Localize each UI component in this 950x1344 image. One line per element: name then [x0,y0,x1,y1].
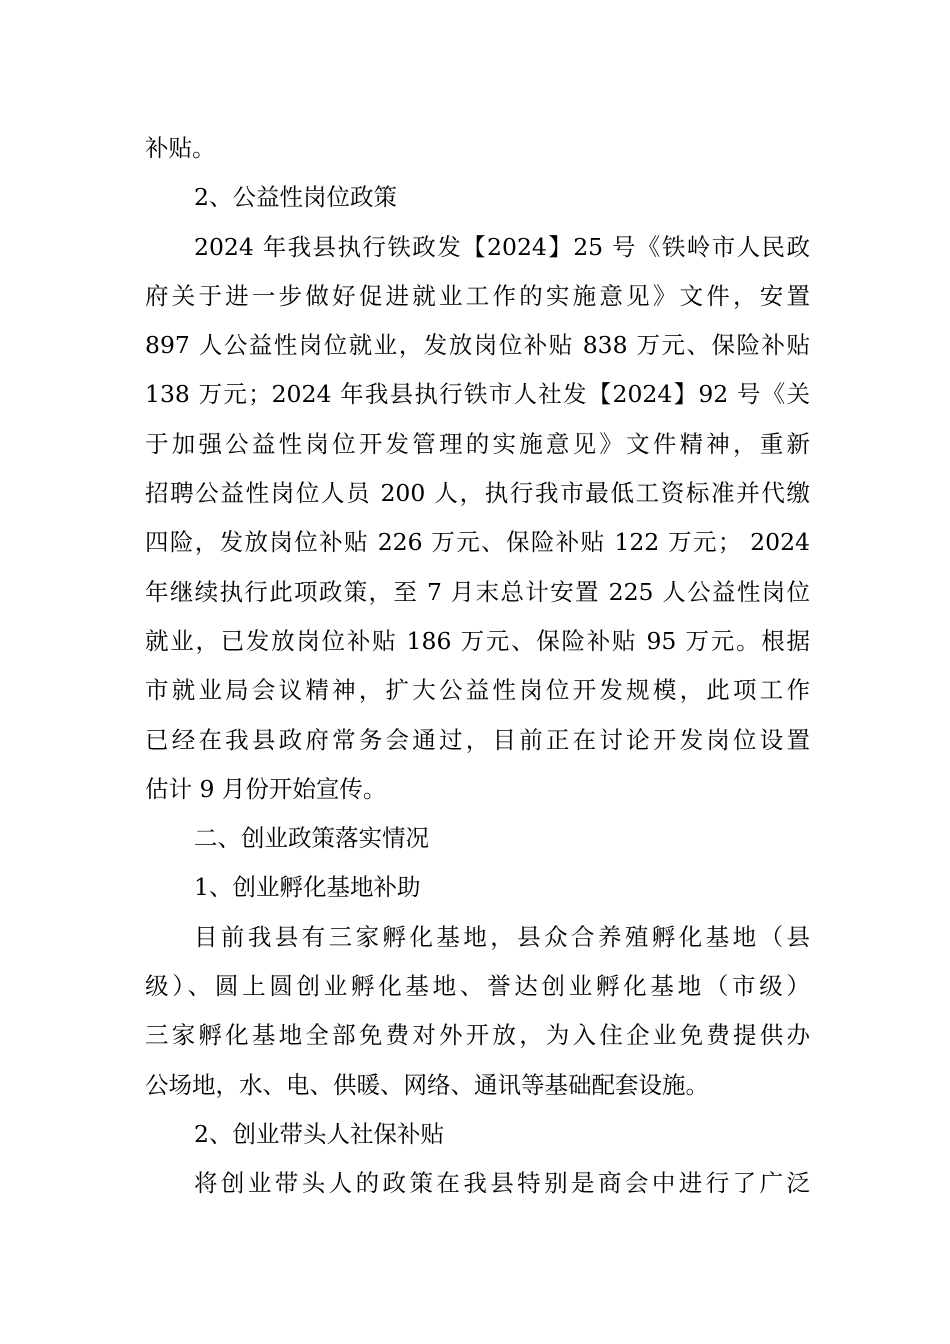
text-line: 目前我县有三家孵化基地，县众合养殖孵化基地（县 [194,922,810,951]
text-line: 级）、圆上圆创业孵化基地、誉达创业孵化基地（市级） [145,972,810,1001]
text-line: 于加强公益性岗位开发管理的实施意见》文件精神，重新 [145,429,810,458]
text-line: 138 万元；2024 年我县执行铁市人社发【2024】92 号《关 [145,380,810,409]
section-heading: 2、公益性岗位政策 [194,183,397,212]
text-line: 市就业局会议精神，扩大公益性岗位开发规模，此项工作 [145,676,810,705]
text-line: 2024 年我县执行铁政发【2024】25 号《铁岭市人民政 [194,232,810,261]
text-line: 897 人公益性岗位就业，发放岗位补贴 838 万元、保险补贴 [145,331,810,360]
subsection-heading: 2、创业带头人社保补贴 [194,1119,444,1148]
text-line: 就业，已发放岗位补贴 186 万元、保险补贴 95 万元。根据 [145,626,810,655]
text-line: 补贴。 [145,134,216,162]
text-line: 招聘公益性岗位人员 200 人，执行我市最低工资标准并代缴 [145,479,810,508]
text-line: 估计 9 月份开始宣传。 [145,774,387,803]
text-line: 三家孵化基地全部免费对外开放，为入住企业免费提供办 [145,1021,810,1050]
text-line: 将创业带头人的政策在我县特别是商会中进行了广泛 [194,1169,810,1198]
text-line: 已经在我县政府常务会通过，目前正在讨论开发岗位设置 [145,725,810,754]
text-line: 年继续执行此项政策，至 7 月末总计安置 225 人公益性岗位 [145,577,810,606]
text-line: 四险，发放岗位补贴 226 万元、保险补贴 122 万元； 2024 [145,528,810,557]
subsection-heading: 1、创业孵化基地补助 [194,873,421,902]
section-heading: 二、创业政策落实情况 [194,824,429,853]
text-line: 公场地，水、电、供暖、网络、通讯等基础配套设施。 [145,1070,709,1099]
document-page [145,124,810,1209]
text-line: 府关于进一步做好促进就业工作的实施意见》文件，安置 [145,281,810,310]
